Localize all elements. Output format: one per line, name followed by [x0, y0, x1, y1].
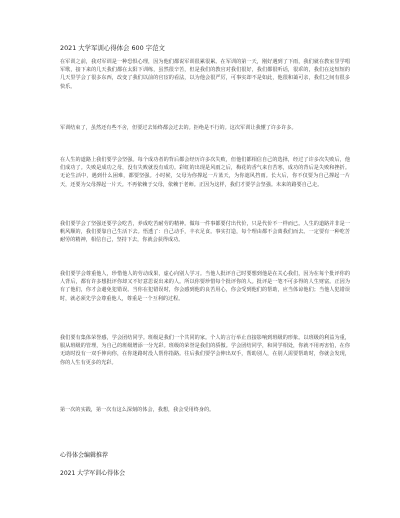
paragraph-5: 我们要学会尊重他人，珍惜他人的劳动成果，虚心向别人学习。当他人批评自己时要想到他是在关心我们，因为在每个批评你的人背后，都有许多想批评你却又不好意思说出来的人。所以你要珍惜每个批评你的人。批评是一笔不可多得的人生财富。正因为有了他们，你才会避免犯错误。当你在犯错误时，你会感到他的良苦用心，你会受到他们的帮助，应当体谅他们；当他人犯错误时，就必须先学会尊重他人，尊重是一个互利的过程。	[60, 271, 350, 302]
document-title: 2021 大学军训心得体会 600 字范文	[60, 44, 165, 52]
paragraph-4: 我们要学会了坚强还要学会吃苦，养成吃苦耐劳的精神。做每一件事都要付出代价，只是代价不一样而已。人生的道路并非是一帆风顺的，我们要靠自己生活下去。悟透了：自己动手，丰衣足食。事实打造，每个理由都不会离我们而去。一定要有一种吃苦耐劳的精神，相信自己，坚持下去，你就会获得成功。	[60, 221, 350, 244]
paragraph-7: 第一次的实践，第一次有这么深刻的体会，我想，我会受用终身的。	[60, 407, 215, 413]
recommendation-heading: 心得体会编辑推荐	[60, 452, 109, 459]
related-article-title[interactable]: 2021 大学军训心得体会	[60, 470, 126, 477]
paragraph-1: 在军训之前，我对军训是一种恐惧心理，因为他们都说军训很累很累。在军训的第一天，刚好遇到了下雨，我们就在教室里学唱军歌，接下来的几天我们都在太阳下训练，虽然很辛苦，但是我们的教官对我们很好，我们都很听话，很乖的，我们在这短短的几天里学会了很多东西，改变了我们以前的官宦的看法，以为他会很严厉，可事实却不是如此，他很和蔼可亲，我们之间有很多快乐。	[60, 59, 350, 90]
paragraph-6: 我们要有集体荣誉感，学会团结同学。班级是我们一个共同的家。个人的言行举止直接影响到班级的形象。以班级的利益为重，服从班级的管理，为自己的班级增添一分光彩。班级的荣誉是我们的骄傲。学会团结同学，和同学相处，你就不用再害怕，在你无助时没有一双手伸向你，在你迷路时没人帮你指路。往后我们要学会伸出双手，帮助别人，在别人需要帮助时，你就会发现，你的人生有更多的光彩。	[60, 335, 350, 366]
paragraph-2: 军训结束了，虽然还有些不舍，但要过去始终都会过去的。拒绝是不行的。这次军训让我懂了许多许多。	[60, 125, 297, 131]
paragraph-3: 在人生的道路上我们要学会坚强。每个成功者的背后都会经历许多次失败，但他们都相信自己的选择，经过了许多次失败后，他们成功了。失败是成功之母，没有失败就没有成功。彩虹的出现是风雨之后，梅花的香气来自苦寒，成功的背后是失败和挫折。无论生活中，遇到什么困难，都要坚强。小时候，父母为你撑起一片蓝天，为你遮风挡雨。长大后，你不仅要为自己撑起一片天，还要为父母撑起一片天。不再依赖于父母，依赖于老师。正因为这样，我们才要学会坚强。未来的路要自己走。	[60, 157, 350, 188]
